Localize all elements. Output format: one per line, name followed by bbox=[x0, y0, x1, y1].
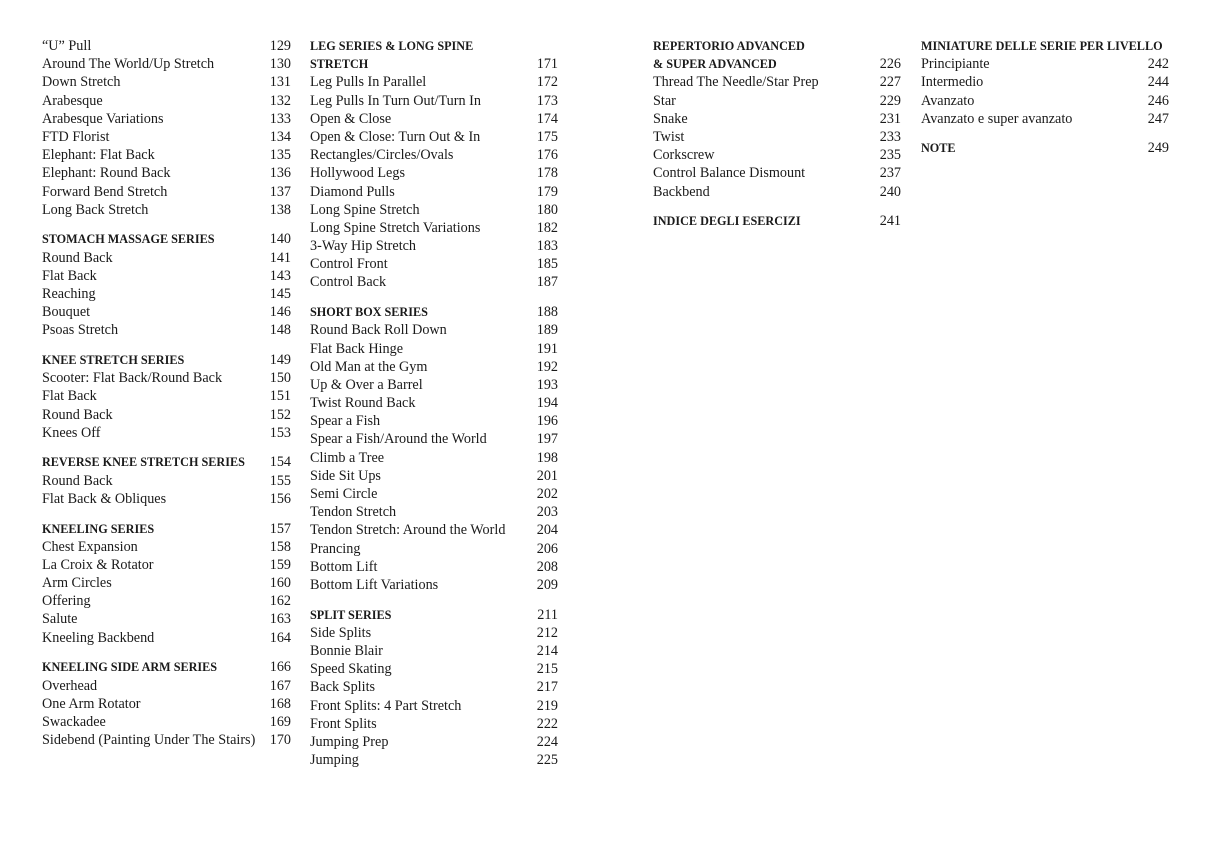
toc-page-number: 135 bbox=[269, 147, 291, 164]
toc-section-heading[interactable] bbox=[310, 55, 558, 73]
toc-entry-title: Elephant: Flat Back bbox=[42, 147, 155, 164]
toc-section-heading[interactable] bbox=[653, 55, 901, 73]
toc-entry[interactable] bbox=[42, 556, 291, 574]
toc-entry-title: Jumping bbox=[310, 752, 359, 769]
toc-page-number: 215 bbox=[536, 661, 558, 678]
toc-entry[interactable] bbox=[310, 146, 558, 164]
toc-page-number: 136 bbox=[269, 165, 291, 182]
toc-entry[interactable] bbox=[310, 697, 558, 715]
toc-entry-title: Snake bbox=[653, 110, 688, 127]
toc-page-number: 219 bbox=[536, 697, 558, 714]
toc-page-number: 224 bbox=[536, 733, 558, 750]
toc-entry-title: Backbend bbox=[653, 183, 710, 200]
toc-entry[interactable] bbox=[42, 472, 291, 490]
toc-entry[interactable] bbox=[42, 55, 291, 73]
toc-entry[interactable] bbox=[653, 183, 901, 201]
toc-entry-title: Salute bbox=[42, 611, 78, 628]
toc-entry-title: Round Back bbox=[42, 472, 113, 489]
toc-page-number: 176 bbox=[536, 147, 558, 164]
toc-page-number: 182 bbox=[536, 219, 558, 236]
toc-page-number: 246 bbox=[1147, 92, 1169, 109]
toc-page-number: 249 bbox=[1147, 140, 1169, 157]
toc-entry[interactable] bbox=[310, 660, 558, 678]
toc-section-heading[interactable] bbox=[921, 139, 1169, 157]
toc-page-number: 173 bbox=[536, 92, 558, 109]
toc-entry-title: Principiante bbox=[921, 56, 990, 73]
toc-entry-title: La Croix & Rotator bbox=[42, 556, 154, 573]
toc-column-2 bbox=[310, 37, 558, 781]
toc-entry[interactable] bbox=[310, 128, 558, 146]
toc-entry-title: Control Back bbox=[310, 274, 387, 291]
toc-entry[interactable] bbox=[310, 751, 558, 769]
toc-page-number: 202 bbox=[536, 486, 558, 502]
toc-entry-title: Control Front bbox=[310, 256, 388, 273]
toc-entry[interactable] bbox=[310, 576, 558, 594]
toc-entry[interactable] bbox=[42, 369, 291, 387]
toc-entry-title: STRETCH bbox=[310, 57, 369, 72]
toc-entry-title: Chest Expansion bbox=[42, 538, 138, 555]
toc-page-number: 194 bbox=[536, 395, 558, 412]
toc-entry-title: Psoas Stretch bbox=[42, 322, 119, 339]
toc-entry-title: Side Splits bbox=[310, 624, 372, 641]
toc-page-number: 170 bbox=[269, 732, 291, 749]
toc-entry-title: Corkscrew bbox=[653, 147, 715, 164]
toc-section bbox=[653, 37, 901, 201]
toc-page-number: 188 bbox=[536, 304, 558, 321]
toc-entry[interactable] bbox=[42, 629, 291, 647]
toc-entry-title: Round Back bbox=[42, 249, 113, 266]
toc-entry-title: Round Back bbox=[42, 406, 113, 423]
toc-page-number: 193 bbox=[536, 376, 558, 393]
toc-entry[interactable] bbox=[42, 110, 291, 128]
toc-section bbox=[42, 520, 291, 647]
toc-entry-title: One Arm Rotator bbox=[42, 695, 141, 712]
toc-entry[interactable] bbox=[921, 110, 1169, 128]
toc-entry-title: Leg Pulls In Parallel bbox=[310, 74, 427, 91]
toc-section-heading[interactable] bbox=[42, 351, 291, 369]
toc-page-number: 158 bbox=[269, 538, 291, 555]
toc-entry[interactable] bbox=[921, 73, 1169, 91]
toc-entry-title: Front Splits bbox=[310, 715, 377, 732]
toc-section bbox=[310, 37, 558, 292]
toc-section bbox=[42, 37, 291, 219]
toc-page-number: 225 bbox=[536, 752, 558, 769]
toc-page-number: 206 bbox=[536, 540, 558, 557]
toc-section-heading[interactable] bbox=[653, 37, 901, 55]
toc-entry[interactable] bbox=[310, 521, 558, 539]
toc-page-number: 141 bbox=[269, 249, 291, 266]
toc-page-number: 145 bbox=[269, 285, 291, 302]
toc-entry-title: SPLIT SERIES bbox=[310, 607, 392, 622]
toc-entry-title: Swackadee bbox=[42, 713, 106, 730]
toc-entry[interactable] bbox=[310, 467, 558, 485]
toc-page-number: 168 bbox=[269, 695, 291, 712]
toc-page-number: 247 bbox=[1147, 110, 1169, 127]
toc-entry[interactable] bbox=[42, 37, 291, 55]
toc-section-heading[interactable] bbox=[42, 453, 291, 471]
toc-entry-title: Kneeling Backbend bbox=[42, 629, 155, 646]
toc-section bbox=[42, 351, 291, 442]
toc-entry-title: Arm Circles bbox=[42, 575, 112, 592]
toc-page-number: 197 bbox=[536, 431, 558, 448]
toc-page-number: 171 bbox=[536, 56, 558, 73]
toc-page-number: 242 bbox=[1147, 56, 1169, 73]
toc-entry-title: Forward Bend Stretch bbox=[42, 183, 168, 200]
toc-page-number: 201 bbox=[536, 467, 558, 484]
toc-entry-title: REVERSE KNEE STRETCH SERIES bbox=[42, 455, 245, 470]
toc-entry[interactable] bbox=[310, 358, 558, 376]
toc-entry-title: SHORT BOX SERIES bbox=[310, 305, 428, 320]
toc-entry-title: Elephant: Round Back bbox=[42, 165, 171, 182]
toc-entry[interactable] bbox=[310, 219, 558, 237]
toc-entry-title: 3-Way Hip Stretch bbox=[310, 238, 417, 255]
toc-entry-title: Open & Close: Turn Out & In bbox=[310, 128, 481, 145]
toc-entry[interactable] bbox=[310, 237, 558, 255]
toc-section-heading[interactable] bbox=[310, 606, 558, 624]
toc-page-number: 209 bbox=[536, 576, 558, 593]
toc-entry-title: Sidebend (Painting Under The Stairs) bbox=[42, 732, 256, 749]
toc-entry-title: Thread The Needle/Star Prep bbox=[653, 74, 819, 91]
toc-page-number: 148 bbox=[269, 322, 291, 339]
toc-page-number: 130 bbox=[269, 56, 291, 73]
toc-entry-title: Tendon Stretch bbox=[310, 504, 397, 521]
toc-entry[interactable] bbox=[42, 128, 291, 146]
toc-page-number: 208 bbox=[536, 558, 558, 575]
toc-entry[interactable] bbox=[42, 303, 291, 321]
toc-page-number: 132 bbox=[269, 92, 291, 109]
toc-entry-title: REPERTORIO ADVANCED bbox=[653, 39, 805, 53]
toc-entry[interactable] bbox=[310, 503, 558, 521]
toc-entry-title: Offering bbox=[42, 593, 91, 610]
toc-section bbox=[310, 303, 558, 594]
toc-entry-title: Bonnie Blair bbox=[310, 643, 383, 659]
toc-entry-title: Side Sit Ups bbox=[310, 467, 381, 484]
toc-entry[interactable] bbox=[42, 73, 291, 91]
toc-entry-title: STOMACH MASSAGE SERIES bbox=[42, 232, 215, 247]
toc-page-number: 152 bbox=[269, 406, 291, 423]
toc-page-number: 159 bbox=[269, 556, 291, 573]
toc-entry[interactable] bbox=[42, 574, 291, 592]
toc-entry[interactable] bbox=[42, 201, 291, 219]
toc-section-heading[interactable] bbox=[310, 37, 558, 55]
toc-page-number: 203 bbox=[536, 504, 558, 521]
toc-entry-title: KNEE STRETCH SERIES bbox=[42, 353, 185, 367]
toc-entry[interactable] bbox=[42, 321, 291, 339]
toc-page-number: 153 bbox=[269, 424, 291, 441]
toc-entry[interactable] bbox=[310, 183, 558, 201]
toc-entry-title: Round Back Roll Down bbox=[310, 322, 447, 339]
toc-entry[interactable] bbox=[310, 412, 558, 430]
toc-entry[interactable] bbox=[42, 490, 291, 508]
toc-page-number: 211 bbox=[537, 606, 558, 623]
toc-entry[interactable] bbox=[310, 321, 558, 339]
toc-entry-title: Semi Circle bbox=[310, 486, 378, 502]
toc-column-1 bbox=[42, 37, 291, 761]
toc-entry-title: Reaching bbox=[42, 285, 96, 302]
toc-page-number: 227 bbox=[879, 74, 901, 91]
toc-entry-title: Up & Over a Barrel bbox=[310, 376, 423, 393]
toc-entry-title: “U” Pull bbox=[42, 38, 92, 54]
toc-page-number: 129 bbox=[269, 38, 291, 54]
toc-page-number: 169 bbox=[269, 713, 291, 730]
toc-entry[interactable] bbox=[42, 146, 291, 164]
toc-page-number: 187 bbox=[536, 274, 558, 291]
toc-entry[interactable] bbox=[42, 592, 291, 610]
toc-entry-title: FTD Florist bbox=[42, 128, 110, 145]
toc-entry[interactable] bbox=[310, 624, 558, 642]
toc-entry-title: KNEELING SERIES bbox=[42, 521, 155, 536]
toc-section bbox=[42, 658, 291, 749]
toc-entry[interactable] bbox=[310, 394, 558, 412]
toc-entry[interactable] bbox=[310, 273, 558, 291]
toc-entry-title: INDICE DEGLI ESERCIZI bbox=[653, 214, 801, 229]
toc-page-number: 233 bbox=[879, 128, 901, 145]
toc-page-number: 179 bbox=[536, 183, 558, 200]
toc-page-number: 244 bbox=[1147, 74, 1169, 91]
toc-page-number: 214 bbox=[536, 643, 558, 659]
toc-entry[interactable] bbox=[653, 128, 901, 146]
toc-entry[interactable] bbox=[42, 285, 291, 303]
toc-page-number: 154 bbox=[269, 454, 291, 471]
toc-section bbox=[653, 212, 901, 230]
toc-page-number: 149 bbox=[269, 352, 291, 368]
toc-entry-title: Arabesque bbox=[42, 92, 103, 109]
toc-entry[interactable] bbox=[42, 538, 291, 556]
toc-entry-title: Twist Round Back bbox=[310, 395, 416, 412]
toc-section bbox=[921, 139, 1169, 157]
toc-page-number: 175 bbox=[536, 128, 558, 145]
toc-entry-title: Flat Back & Obliques bbox=[42, 490, 167, 507]
toc-entry-title: Prancing bbox=[310, 540, 361, 557]
toc-column-4 bbox=[921, 37, 1169, 169]
toc-entry-title: Jumping Prep bbox=[310, 733, 389, 750]
toc-section-heading[interactable] bbox=[653, 212, 901, 230]
toc-page-number: 140 bbox=[269, 231, 291, 248]
toc-entry-title: Twist bbox=[653, 128, 685, 145]
toc-entry-title: Spear a Fish/Around the World bbox=[310, 431, 487, 448]
toc-entry-title: Bottom Lift Variations bbox=[310, 576, 439, 593]
toc-page-number: 155 bbox=[269, 472, 291, 489]
toc-section bbox=[42, 453, 291, 508]
toc-entry-title: Scooter: Flat Back/Round Back bbox=[42, 370, 223, 387]
toc-page-number: 178 bbox=[536, 165, 558, 182]
toc-entry-title: Control Balance Dismount bbox=[653, 165, 806, 182]
toc-entry-title: LEG SERIES & LONG SPINE bbox=[310, 39, 474, 53]
toc-page-number: 189 bbox=[536, 322, 558, 339]
toc-page-number: 241 bbox=[879, 213, 901, 230]
toc-entry-title: Speed Skating bbox=[310, 661, 392, 678]
toc-entry[interactable] bbox=[921, 92, 1169, 110]
toc-entry-title: Long Back Stretch bbox=[42, 201, 149, 218]
toc-page-number: 162 bbox=[269, 593, 291, 610]
toc-page-number: 160 bbox=[269, 575, 291, 592]
toc-page-number: 174 bbox=[536, 110, 558, 127]
toc-page-number: 133 bbox=[269, 110, 291, 127]
toc-entry-title: Spear a Fish bbox=[310, 413, 381, 430]
toc-entry[interactable] bbox=[921, 55, 1169, 73]
toc-entry-title: Arabesque Variations bbox=[42, 110, 164, 127]
toc-page-number: 237 bbox=[879, 165, 901, 182]
toc-entry[interactable] bbox=[42, 713, 291, 731]
toc-entry[interactable] bbox=[310, 715, 558, 733]
toc-entry[interactable] bbox=[310, 540, 558, 558]
toc-section-heading[interactable] bbox=[42, 658, 291, 676]
toc-page-number: 198 bbox=[536, 449, 558, 466]
toc-page-number: 138 bbox=[269, 201, 291, 218]
toc-page-number: 192 bbox=[536, 358, 558, 375]
toc-entry-title: Intermedio bbox=[921, 74, 984, 91]
toc-page-number: 212 bbox=[536, 624, 558, 641]
toc-page-number: 150 bbox=[269, 370, 291, 387]
toc-page-number: 231 bbox=[879, 110, 901, 127]
toc-page-number: 166 bbox=[269, 659, 291, 676]
toc-page-number: 204 bbox=[536, 522, 558, 539]
toc-entry-title: Rectangles/Circles/Ovals bbox=[310, 147, 454, 164]
toc-entry-title: Flat Back bbox=[42, 267, 97, 284]
toc-entry-title: & SUPER ADVANCED bbox=[653, 57, 777, 72]
toc-section bbox=[42, 230, 291, 339]
toc-entry[interactable] bbox=[310, 340, 558, 358]
toc-page-number: 167 bbox=[269, 677, 291, 694]
toc-entry[interactable] bbox=[653, 110, 901, 128]
toc-entry[interactable] bbox=[42, 164, 291, 182]
toc-page-number: 137 bbox=[269, 183, 291, 200]
toc-page-number: 222 bbox=[536, 715, 558, 732]
toc-entry[interactable] bbox=[310, 485, 558, 503]
toc-entry[interactable] bbox=[310, 201, 558, 219]
toc-entry-title: Down Stretch bbox=[42, 74, 121, 91]
toc-entry[interactable] bbox=[42, 731, 291, 749]
toc-entry-title: MINIATURE DELLE SERIE PER LIVELLO bbox=[921, 39, 1163, 53]
toc-entry[interactable] bbox=[42, 677, 291, 695]
toc-entry-title: Star bbox=[653, 92, 676, 109]
toc-entry-title: Front Splits: 4 Part Stretch bbox=[310, 697, 462, 714]
toc-entry-title: Climb a Tree bbox=[310, 449, 385, 466]
toc-section bbox=[921, 37, 1169, 128]
toc-page-number: 196 bbox=[536, 413, 558, 430]
toc-page-number: 151 bbox=[269, 388, 291, 405]
toc-section-heading[interactable] bbox=[310, 303, 558, 321]
toc-entry-title: Overhead bbox=[42, 677, 98, 694]
toc-page-number: 235 bbox=[879, 147, 901, 164]
toc-entry-title: Around The World/Up Stretch bbox=[42, 56, 215, 73]
toc-entry[interactable] bbox=[42, 183, 291, 201]
toc-entry[interactable] bbox=[42, 387, 291, 405]
toc-page-number: 185 bbox=[536, 256, 558, 273]
toc-page-number: 229 bbox=[879, 92, 901, 109]
toc-entry[interactable] bbox=[310, 73, 558, 91]
toc-page-number: 134 bbox=[269, 128, 291, 145]
toc-entry-title: Back Splits bbox=[310, 679, 376, 696]
toc-entry[interactable] bbox=[310, 255, 558, 273]
toc-entry[interactable] bbox=[310, 449, 558, 467]
toc-page-number: 163 bbox=[269, 611, 291, 628]
toc-section-heading[interactable] bbox=[42, 230, 291, 248]
toc-entry[interactable] bbox=[310, 642, 558, 660]
toc-entry-title: Flat Back Hinge bbox=[310, 340, 403, 357]
toc-entry[interactable] bbox=[42, 249, 291, 267]
toc-entry[interactable] bbox=[310, 110, 558, 128]
toc-entry-title: Leg Pulls In Turn Out/Turn In bbox=[310, 92, 481, 109]
toc-entry[interactable] bbox=[42, 406, 291, 424]
toc-entry[interactable] bbox=[310, 430, 558, 448]
toc-entry[interactable] bbox=[310, 678, 558, 696]
toc-page-number: 156 bbox=[269, 490, 291, 507]
toc-entry-title: NOTE bbox=[921, 141, 956, 156]
toc-entry[interactable] bbox=[310, 733, 558, 751]
toc-entry[interactable] bbox=[42, 610, 291, 628]
toc-entry-title: Long Spine Stretch bbox=[310, 201, 420, 218]
toc-entry[interactable] bbox=[653, 92, 901, 110]
toc-entry[interactable] bbox=[310, 376, 558, 394]
toc-page-number: 217 bbox=[536, 679, 558, 696]
toc-entry[interactable] bbox=[310, 164, 558, 182]
toc-page-number: 164 bbox=[269, 629, 291, 646]
toc-entry-title: Bouquet bbox=[42, 304, 91, 321]
toc-page-number: 143 bbox=[269, 267, 291, 284]
toc-page-number: 240 bbox=[879, 183, 901, 200]
toc-entry-title: Avanzato e super avanzato bbox=[921, 110, 1073, 127]
toc-entry[interactable] bbox=[653, 73, 901, 91]
toc-entry-title: Long Spine Stretch Variations bbox=[310, 219, 481, 236]
toc-entry[interactable] bbox=[42, 92, 291, 110]
toc-entry-title: Hollywood Legs bbox=[310, 165, 405, 182]
toc-page-number: 226 bbox=[879, 56, 901, 73]
toc-page-number: 180 bbox=[536, 201, 558, 218]
toc-entry-title: Old Man at the Gym bbox=[310, 358, 428, 375]
toc-entry[interactable] bbox=[310, 558, 558, 576]
toc-entry[interactable] bbox=[310, 92, 558, 110]
toc-entry[interactable] bbox=[653, 164, 901, 182]
toc-section bbox=[310, 606, 558, 770]
toc-entry-title: Knees Off bbox=[42, 424, 101, 441]
toc-entry[interactable] bbox=[42, 695, 291, 713]
toc-section-heading[interactable] bbox=[42, 520, 291, 538]
toc-column-3 bbox=[653, 37, 901, 242]
toc-page-number: 172 bbox=[536, 74, 558, 91]
toc-entry-title: Tendon Stretch: Around the World bbox=[310, 522, 506, 539]
toc-entry-title: Open & Close bbox=[310, 110, 392, 127]
toc-entry[interactable] bbox=[42, 424, 291, 442]
toc-page-number: 131 bbox=[269, 74, 291, 91]
toc-section-heading[interactable] bbox=[921, 37, 1169, 55]
toc-page-number: 191 bbox=[536, 340, 558, 357]
toc-entry-title: KNEELING SIDE ARM SERIES bbox=[42, 660, 218, 675]
toc-entry[interactable] bbox=[653, 146, 901, 164]
toc-page-number: 157 bbox=[269, 520, 291, 537]
toc-page-number: 146 bbox=[269, 304, 291, 321]
toc-entry[interactable] bbox=[42, 267, 291, 285]
toc-entry-title: Flat Back bbox=[42, 388, 97, 405]
toc-entry-title: Diamond Pulls bbox=[310, 183, 395, 200]
toc-page-number: 183 bbox=[536, 238, 558, 255]
toc-entry-title: Bottom Lift bbox=[310, 558, 378, 575]
toc-entry-title: Avanzato bbox=[921, 92, 975, 109]
